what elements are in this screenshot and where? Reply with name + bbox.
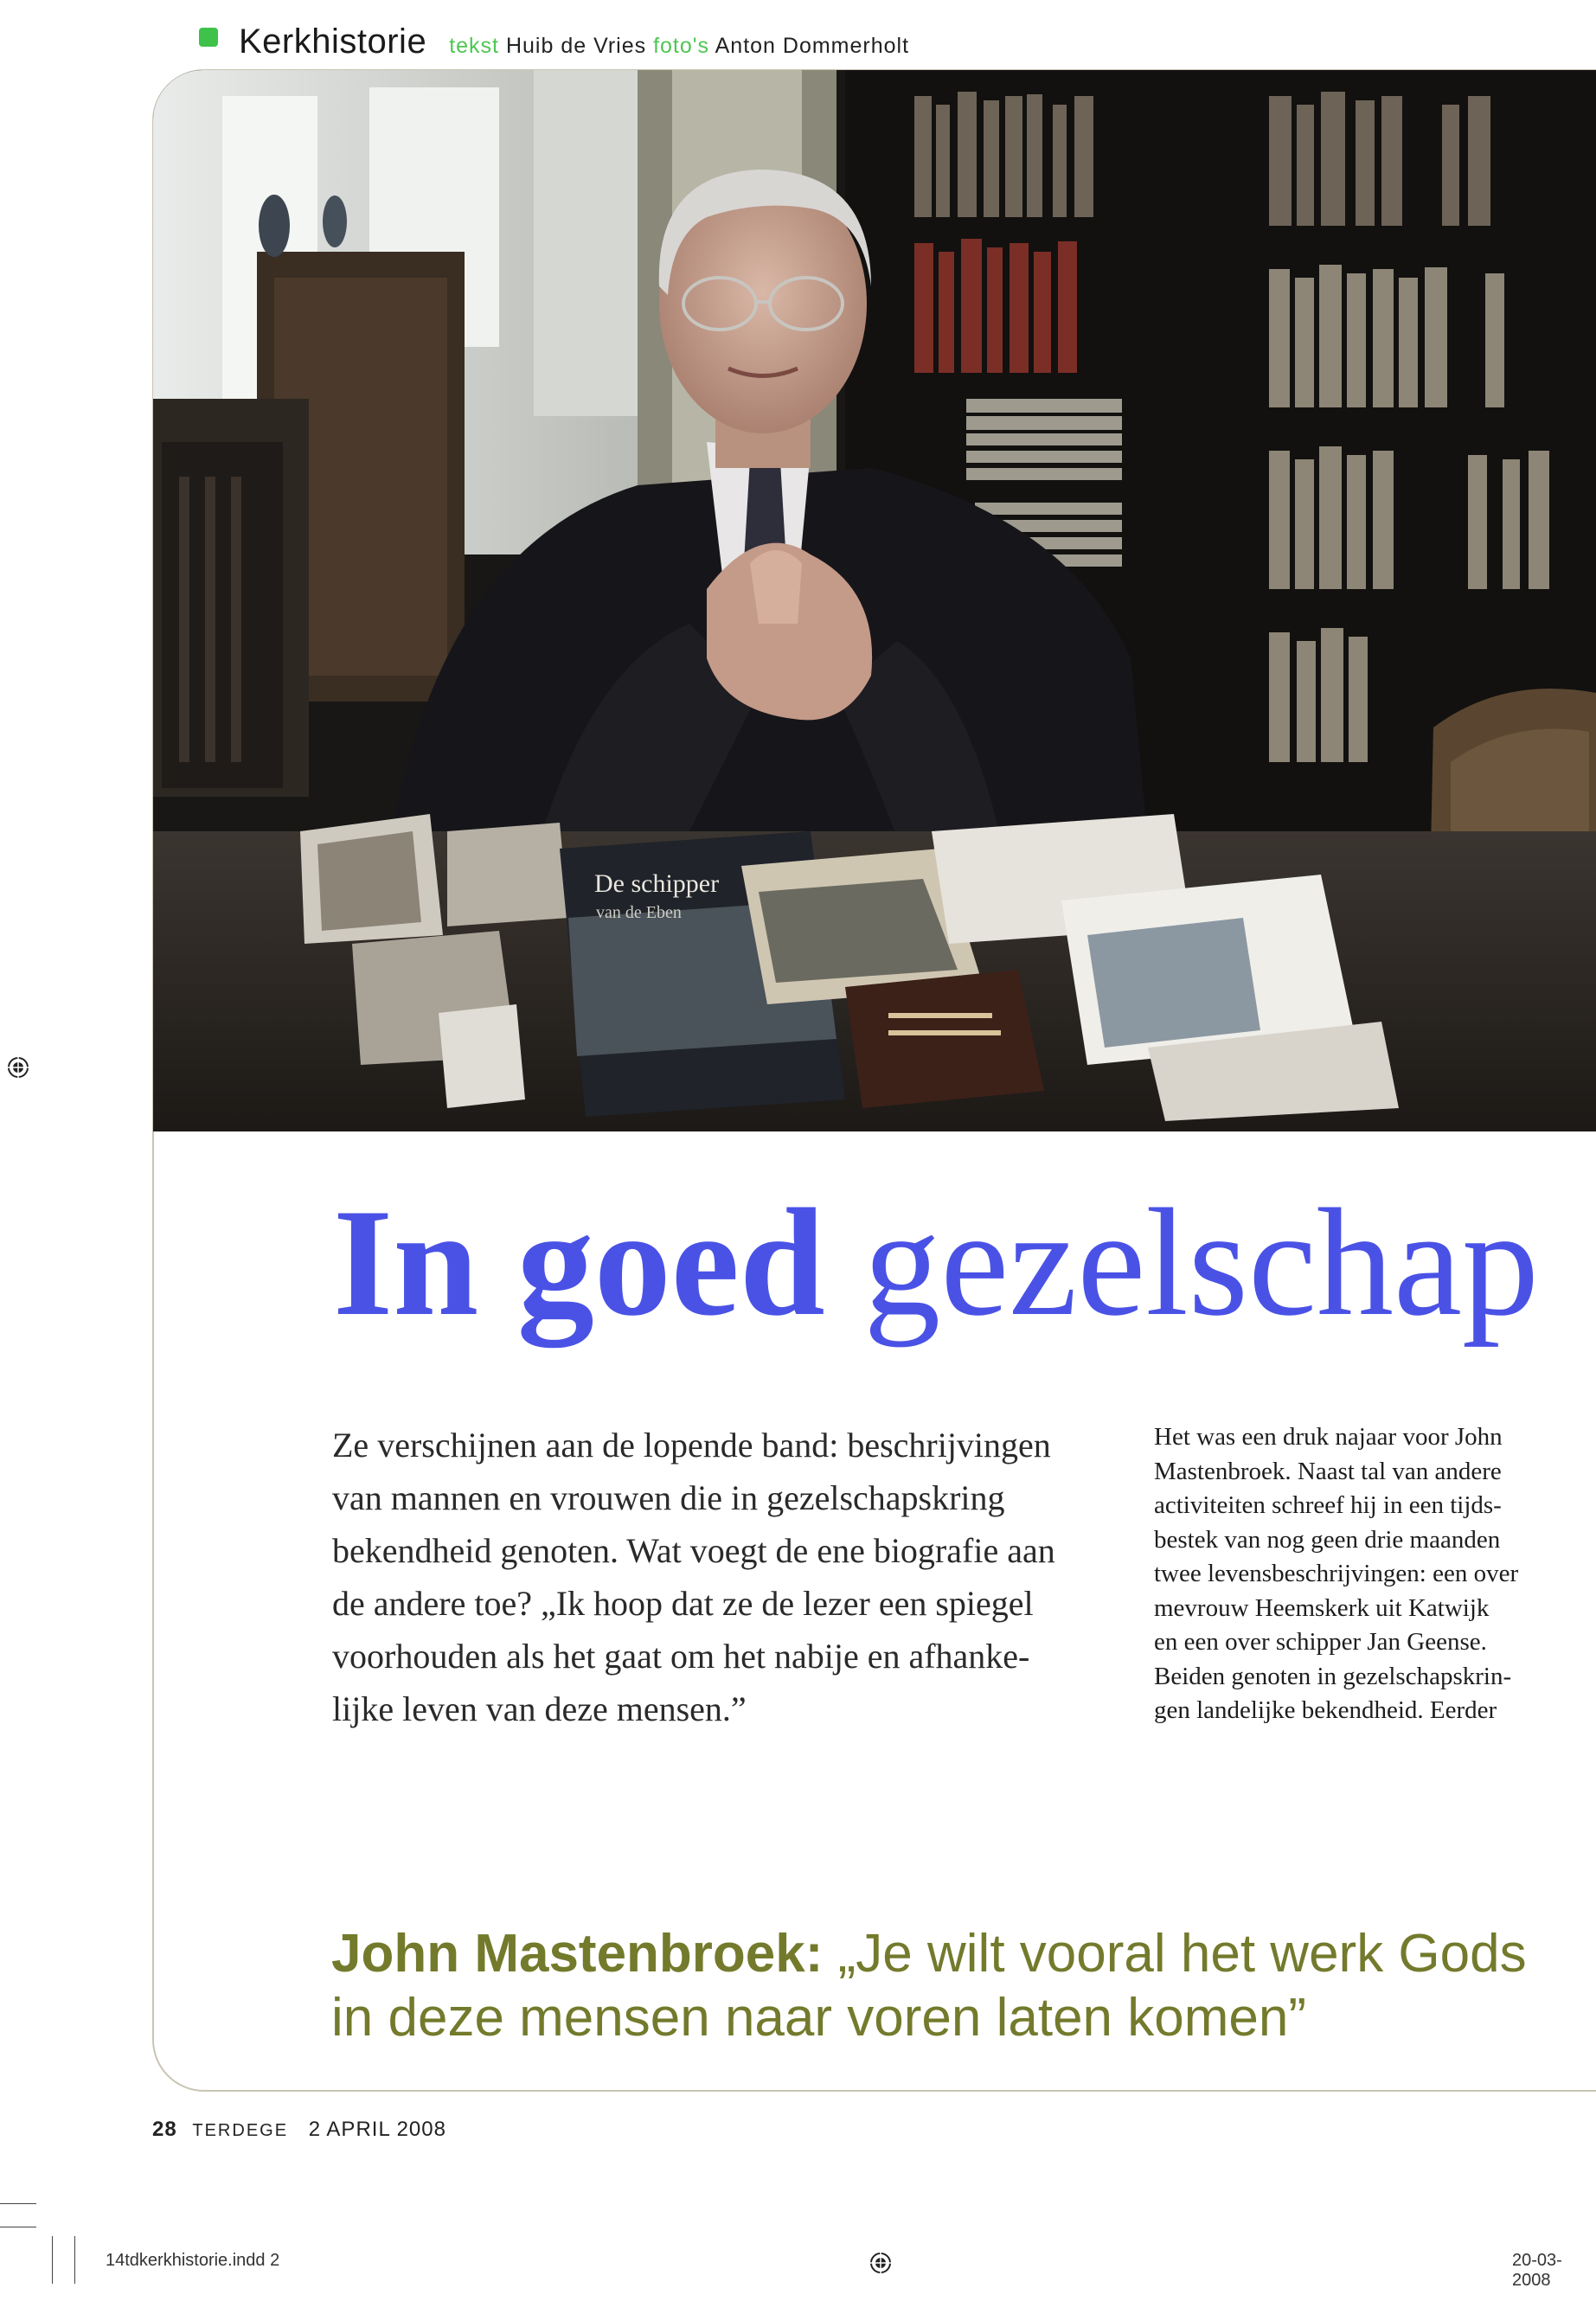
- crop-mark: [52, 2236, 53, 2284]
- section-title: Kerkhistorie: [239, 22, 427, 61]
- page-number: 28: [152, 2118, 177, 2141]
- intro-line: bekendheid genoten. Wat voegt de ene biografie aan: [332, 1531, 1055, 1570]
- crop-mark: [74, 2236, 75, 2284]
- registration-mark-icon: [869, 2251, 893, 2275]
- body-line: bestek van nog geen drie maanden: [1154, 1525, 1501, 1554]
- credits: [449, 34, 909, 59]
- registration-mark-icon: [6, 1055, 30, 1080]
- section-header: [199, 22, 909, 74]
- body-line: mevrouw Heemskerk uit Katwijk: [1154, 1593, 1490, 1622]
- pull-quote: [331, 1922, 1577, 2050]
- photo-credit-label: foto's: [653, 34, 710, 58]
- body-line: Beiden genoten in gezelschapskrin-: [1154, 1662, 1512, 1690]
- page-footer: [152, 2118, 446, 2142]
- crop-mark: [0, 2203, 36, 2204]
- intro-line: Ze verschijnen aan de lopende band: beschrijvingen: [332, 1426, 1051, 1465]
- slug-filename: 14tdkerkhistorie.indd 2: [106, 2251, 280, 2270]
- intro-line: voorhouden als het gaat om het nabije en afhanke-: [332, 1637, 1030, 1676]
- body-column: [1154, 1420, 1586, 1728]
- intro-line: lijke leven van deze mensen.”: [332, 1689, 747, 1728]
- body-line: gen landelijke bekendheid. Eerder: [1154, 1696, 1497, 1724]
- photo-illustration: [153, 70, 1596, 1131]
- quote-line-2: in deze mensen naar voren laten komen”: [331, 1988, 1306, 2048]
- headline-bold: In goed: [333, 1176, 825, 1348]
- body-line: twee levensbeschrijvingen: een over: [1154, 1560, 1519, 1587]
- book-cover-subtitle: van de Eben: [596, 903, 682, 922]
- intro-paragraph: [332, 1419, 1128, 1735]
- intro-line: van mannen en vrouwen die in gezelschapskring: [332, 1478, 1005, 1517]
- body-line: Het was een druk najaar voor John: [1154, 1423, 1503, 1451]
- body-line: en een over schipper Jan Geense.: [1154, 1628, 1487, 1656]
- slug-date: 20-03-2008: [1512, 2251, 1562, 2290]
- section-marker-icon: [199, 28, 218, 47]
- quote-text-1: „Je wilt vooral het werk Gods: [837, 1924, 1527, 1984]
- quote-speaker: John Mastenbroek:: [331, 1924, 824, 1984]
- quote-line-1: [331, 1922, 1577, 1986]
- headline-regular: gezelschap: [863, 1176, 1540, 1348]
- body-line: Mastenbroek. Naast tal van andere: [1154, 1457, 1502, 1485]
- intro-line: de andere toe? „Ik hoop dat ze de lezer een spiegel: [332, 1584, 1034, 1623]
- photo-credit-author: Anton Dommerholt: [715, 34, 910, 58]
- article-photo: [153, 70, 1596, 1131]
- text-credit-author: Huib de Vries: [505, 34, 647, 58]
- article-headline: [333, 1176, 1540, 1348]
- text-credit-label: tekst: [449, 34, 499, 58]
- book-cover-title: De schipper: [594, 869, 720, 898]
- magazine-name: TERDEGE: [192, 2121, 289, 2140]
- body-line: activiteiten schreef hij in een tijds-: [1154, 1491, 1502, 1519]
- issue-date: 2 APRIL 2008: [308, 2118, 446, 2141]
